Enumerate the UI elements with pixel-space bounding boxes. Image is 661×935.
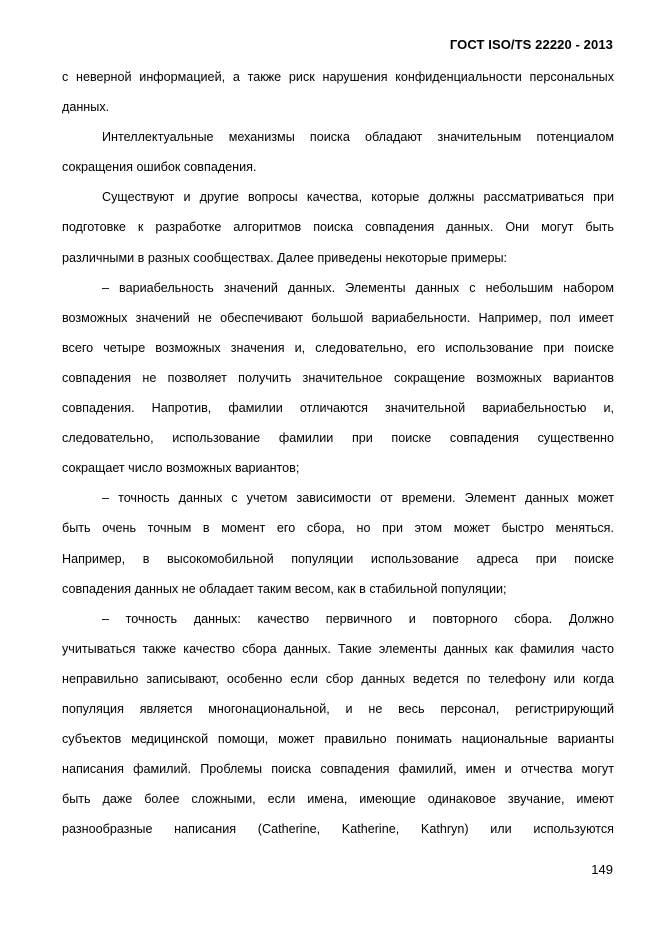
- text-line: следовательно, использование фамилии при поиске совпадения существенно: [62, 431, 614, 446]
- text-line: неправильно записывают, особенно если сбор данных ведется по телефону или когда: [62, 671, 614, 686]
- text-line: возможных значений не обеспечивают большой вариабельности. Например, пол имеет: [62, 310, 614, 325]
- text-line: учитываться также качество сбора данных. Такие элементы данных как фамилия часто: [62, 641, 614, 656]
- text-line: популяция является многонациональной, и не весь персонал, регистрирующий: [62, 701, 614, 716]
- text-line: субъектов медицинской помощи, может правильно понимать национальные варианты: [62, 732, 614, 747]
- text-line: сокращает число возможных вариантов;: [62, 461, 300, 476]
- list-item-start-line: – точность данных: качество первичного и повторного сбора. Должно: [102, 611, 614, 626]
- text-line: написания фамилий. Проблемы поиска совпадения фамилий, имен и отчества могут: [62, 762, 614, 777]
- text-line: быть даже более сложными, если имена, имеющие одинаковое звучание, имеют: [62, 792, 614, 807]
- text-line: с неверной информацией, а также риск нарушения конфиденциальности персональных: [62, 70, 614, 84]
- text-line: совпадения не позволяет получить значительное сокращение возможных вариантов: [62, 370, 614, 385]
- text-line: совпадения данных не обладает таким весом, как в стабильной популяции;: [62, 581, 507, 596]
- text-line: подготовке к разработке алгоритмов поиска совпадения данных. Они могут быть: [62, 220, 614, 235]
- paragraph-start-line: Интеллектуальные механизмы поиска обладают значительным потенциалом: [102, 130, 614, 145]
- paragraph-start-line: Существуют и другие вопросы качества, которые должны рассматриваться при: [102, 190, 614, 205]
- text-line: данных.: [62, 100, 110, 115]
- list-item-start-line: – точность данных с учетом зависимости от времени. Элемент данных может: [102, 491, 614, 506]
- text-line: различными в разных сообществах. Далее приведены некоторые примеры:: [62, 250, 508, 265]
- list-item-start-line: – вариабельность значений данных. Элементы данных с небольшим набором: [102, 280, 614, 295]
- page-number: 149: [591, 862, 613, 877]
- document-header-standard-id: ГОСТ ISO/TS 22220 - 2013: [449, 37, 613, 52]
- text-line: разнообразные написания (Catherine, Katherine, Kathryn) или используются: [62, 822, 614, 837]
- text-line: совпадения. Напротив, фамилии отличаются значительной вариабельностью и,: [62, 401, 614, 416]
- document-body: [62, 66, 614, 848]
- text-line: быть очень точным в момент его сбора, но при этом может быстро меняться.: [62, 521, 614, 536]
- text-line: сокращения ошибок совпадения.: [62, 160, 257, 175]
- text-line: Например, в высокомобильной популяции использование адреса при поиске: [62, 551, 614, 566]
- text-line: всего четыре возможных значения и, следовательно, его использование при поиске: [62, 340, 614, 355]
